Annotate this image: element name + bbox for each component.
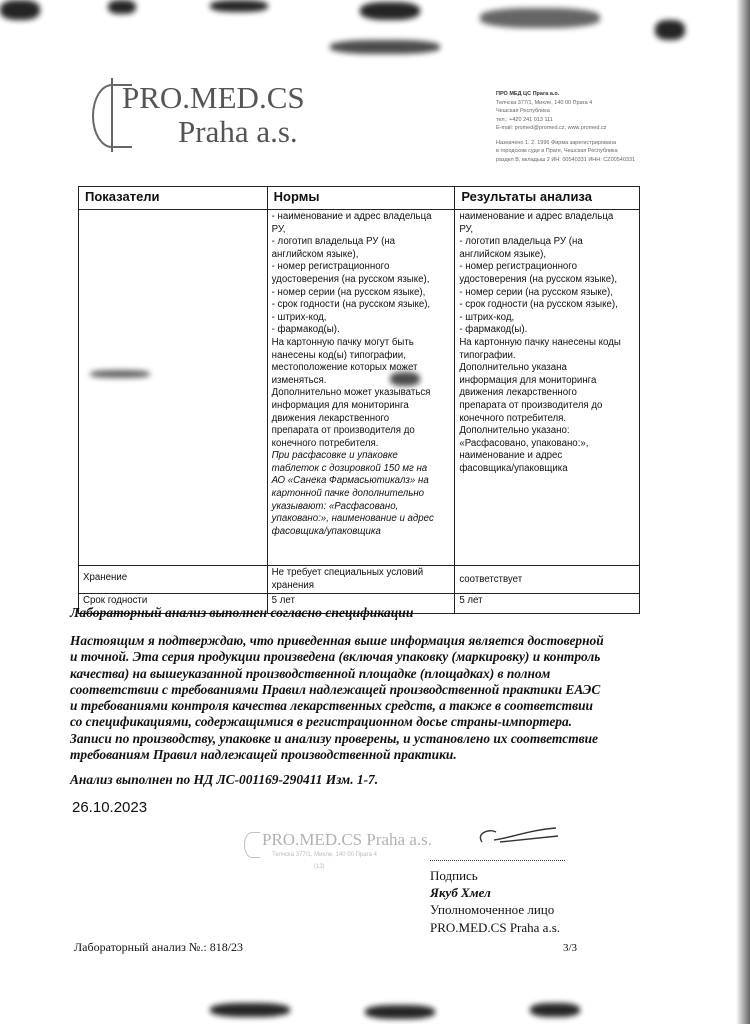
scan-artifact [210, 0, 268, 12]
page-number: 3/3 [563, 942, 578, 954]
document-date: 26.10.2023 [72, 799, 148, 816]
confirmation-line: Записи по производству, упаковке и анализу проверены, и установлено их соответствие [70, 730, 598, 746]
norms-line: - наименование и адрес владельца [271, 211, 432, 222]
norms-line: препарата от производителя до [271, 425, 415, 437]
indicator-cell [79, 210, 268, 566]
confirmation-line: соответствии с требованиями Правил надлежащей производственной практики ЕАЭС [70, 681, 601, 697]
company-stamp [244, 830, 444, 890]
scan-artifact [480, 8, 600, 28]
norms-line: местоположение которых может [271, 362, 418, 374]
norms-line: - логотип владельца РУ (на [271, 236, 396, 248]
table-row-labeling [79, 210, 640, 566]
results-line: На картонную пачку нанесены коды [459, 336, 621, 348]
scan-artifact [210, 1003, 290, 1017]
results-line: движения лекарственного [459, 387, 577, 399]
logo-bar [111, 78, 113, 152]
scan-artifact [0, 0, 40, 20]
norms-line: Дополнительно может указываться [271, 387, 431, 399]
norms-italic-line: картонной пачке дополнительно [271, 488, 425, 500]
storage-result: соответствует [455, 566, 640, 594]
results-line: английском языке), [459, 248, 547, 260]
confirmation-line: Настоящим я подтверждаю, что приведенная выше информация является достоверной [70, 633, 604, 648]
signatory-name: Якуб Хмел [430, 885, 491, 901]
address-line: Назначено 1. 2. 1996 Фирма зарегистрирована [496, 139, 616, 146]
results-line: препарата от производителя до [459, 399, 603, 411]
logo-line2: Praha a.s. [178, 114, 298, 149]
handwritten-signature [470, 820, 560, 854]
stamp-line1: PRO.MED.CS Praha a.s. [262, 830, 433, 849]
signature-line [430, 860, 565, 861]
results-line: - логотип владельца РУ (на [459, 236, 583, 248]
shelf-life-norm: 5 лет [267, 594, 455, 614]
shelf-life-label: Срок годности [79, 594, 268, 614]
header-indicators: Показатели [79, 187, 268, 210]
company-logo [92, 78, 332, 158]
address-line: в городском суде в Праге, Чешская Республика [496, 148, 618, 154]
header-results: Результаты анализа [455, 187, 640, 210]
results-line: наименование и адрес владельца [459, 211, 614, 222]
norms-line: английском языке), [271, 248, 359, 260]
results-line: - номер серии (на русском языке), [459, 286, 613, 298]
norms-italic-line: указывают: «Расфасовано, [271, 500, 399, 512]
results-line: - срок годности (на русском языке), [459, 299, 618, 311]
signatory-company: PRO.MED.CS Praha a.s. [430, 919, 561, 935]
scan-artifact [655, 20, 685, 40]
scan-artifact [365, 1005, 435, 1019]
norms-line: РУ, [271, 223, 286, 235]
header-address [496, 90, 656, 164]
address-line: E-mail: promed@promed.cz, www.promed.cz [496, 125, 607, 131]
logo-line1: PRO.MED.CS [122, 80, 305, 115]
norms-line: На картонную пачку могут быть [271, 336, 414, 348]
stamp-line3: (13) [314, 864, 325, 870]
signatory-role: Уполномоченное лицо [430, 902, 555, 918]
results-line: - фармакод(ы). [459, 324, 528, 336]
results-line: РУ, [459, 223, 474, 235]
norms-line: - фармакод(ы). [271, 324, 340, 336]
norms-lines [272, 211, 451, 450]
results-line: удостоверения (на русском языке), [459, 273, 618, 285]
results-line: Дополнительно указана [459, 362, 567, 374]
storage-norm-line: Не требует специальных условий [271, 567, 424, 578]
results-lines [459, 211, 635, 475]
signature-caption: Подпись [430, 868, 478, 883]
norms-italic-line: фасовщика/упаковщика [271, 525, 381, 537]
norms-italic-line: таблеток с дозировкой 150 мг на [271, 462, 428, 474]
signature-block [430, 867, 560, 936]
storage-label: Хранение [79, 566, 268, 594]
table-header-row [79, 187, 640, 210]
analysis-reference: Анализ выполнен по НД ЛС-001169-290411 Изм. 1-7. [70, 772, 379, 787]
confirmation-line: качества) на вышеуказанной производственной площадке (площадках) в полном [70, 665, 551, 681]
storage-norm [267, 566, 455, 594]
storage-norm-line: хранения [271, 579, 315, 591]
header-norms: Нормы [267, 187, 455, 210]
results-line: - номер регистрационного [459, 261, 578, 273]
norms-line: движения лекарственного [271, 412, 390, 424]
results-line: - штрих-код, [459, 311, 515, 323]
stamp-mark [244, 832, 260, 858]
scan-artifact [330, 40, 440, 54]
norms-line: - номер серии (на русском языке), [271, 286, 426, 298]
results-line: конечного потребителя. [459, 412, 567, 424]
norms-line: - штрих-код, [271, 311, 327, 323]
address-title: ПРО МЕД ЦС Прага а.о. [496, 91, 560, 97]
scan-artifact [360, 2, 420, 20]
address-line: Телчска 377/1, Михле, 140 00 Прага 4 [496, 99, 593, 106]
norms-italic-line: упаковано:», наименование и адрес [271, 513, 434, 525]
results-line: Дополнительно указано: [459, 425, 570, 437]
shelf-life-result: 5 лет [455, 594, 640, 614]
table-row-storage [79, 566, 640, 594]
scan-edge [736, 0, 750, 1024]
results-cell [455, 210, 640, 566]
confirmation-paragraph [70, 633, 610, 763]
scan-artifact [530, 1003, 580, 1017]
address-line: раздел В, вкладыш 2 ИН: 00540331 ИНН: CZ00540331 [496, 156, 636, 163]
address-line: Чешская Республика [496, 108, 550, 114]
norms-cell [267, 210, 455, 566]
confirmation-line: и требованиями контроля качества лекарственных средств, а также в соответствии [70, 698, 593, 714]
norms-line: нанесены код(ы) типографии, [271, 349, 406, 361]
norms-line: - номер регистрационного [271, 261, 390, 273]
norms-line: конечного потребителя. [271, 437, 379, 449]
norms-italic-line: АО «Санека Фармасьютикалз» на [271, 475, 429, 487]
address-line: тел.: +420 241 013 111 [496, 116, 553, 123]
confirmation-line: и точной. Эта серия продукции произведена (включая упаковку (маркировку) и контроль [70, 649, 601, 665]
norms-line: изменяться. [271, 374, 327, 386]
results-line: фасовщика/упаковщика [459, 462, 568, 474]
confirmation-line: со спецификациями, содержащимися в регистрационном досье страны-импортера. [70, 714, 573, 730]
norms-line: - срок годности (на русском языке), [271, 299, 431, 311]
norms-italic-line: При расфасовке и упаковке [271, 450, 398, 462]
norms-italic-lines [272, 450, 451, 538]
norms-line: информация для мониторинга [271, 399, 409, 411]
results-line: типографии. [459, 349, 516, 361]
stamp-line2: Телчска 377/1, Михле, 140 00 Прага 4 [272, 852, 377, 858]
results-line: информация для мониторинга [459, 374, 597, 386]
analysis-table [78, 186, 640, 614]
norms-line: удостоверения (на русском языке), [271, 273, 430, 285]
results-line: «Расфасовано, упаковано:», [459, 437, 589, 449]
lab-number: Лабораторный анализ №.: 818/23 [74, 940, 244, 954]
confirmation-line: требованиям Правил надлежащей производственной практики. [70, 747, 457, 763]
lab-note: Лабораторный анализ выполнен согласно спецификации [70, 605, 414, 620]
results-line: наименование и адрес [459, 450, 563, 462]
scan-artifact [108, 0, 136, 14]
